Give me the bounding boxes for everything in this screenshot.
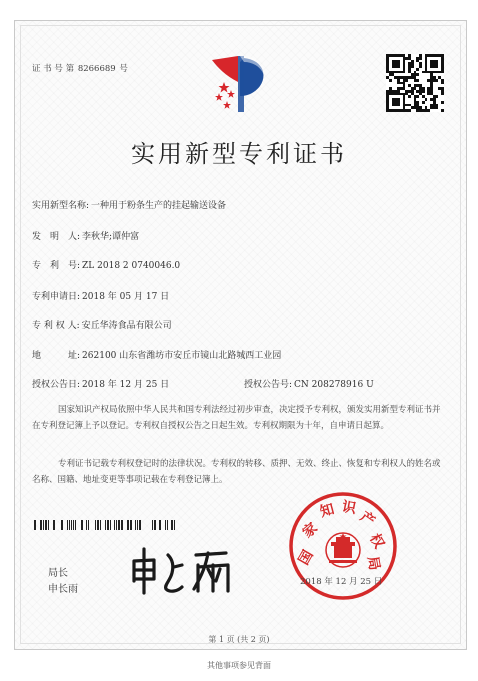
certificate-number-value: 8266689	[77, 64, 116, 74]
svg-text:国: 国	[295, 547, 317, 568]
grant-date-value: 2018 年 12 月 25 日	[82, 380, 170, 390]
svg-text:局: 局	[364, 555, 383, 572]
footer-note: 其他事项参见背面	[207, 661, 271, 670]
certificate-number	[32, 62, 129, 74]
signatory-title: 局长	[48, 568, 68, 579]
field-patent-number	[32, 258, 180, 271]
field-address	[32, 348, 281, 361]
field-application-date	[32, 289, 169, 302]
qr-code-icon	[386, 54, 444, 112]
grant-date	[32, 377, 169, 390]
field-value: 262100 山东省潍坊市安丘市镜山北路城西工业园	[82, 351, 282, 361]
field-label: 专利申请日:	[32, 292, 81, 302]
field-utility-model-name	[32, 198, 226, 211]
grant-number-value: CN 208278916 U	[294, 380, 374, 390]
svg-text:知: 知	[318, 501, 337, 521]
certificate-number-suffix: 号	[119, 64, 128, 74]
field-value: 一种用于粉条生产的挂起输送设备	[91, 201, 227, 211]
grant-date-label: 授权公告日:	[32, 380, 81, 390]
svg-text:识: 识	[340, 498, 358, 518]
svg-text:家: 家	[299, 520, 321, 542]
svg-text:权: 权	[366, 531, 388, 552]
field-label: 专 利 权 人:	[32, 321, 80, 331]
field-inventor	[32, 229, 139, 242]
barcode-icon	[32, 520, 175, 530]
field-value: 2018 年 05 月 17 日	[82, 292, 170, 302]
grant-number	[244, 377, 374, 390]
cnipa-logo-icon	[204, 52, 270, 116]
signatory-name: 申长雨	[48, 584, 78, 595]
certificate-paragraph-2: 专利证书记载专利权登记时的法律状况。专利权的转移、质押、无效、终止、恢复和专利权人的姓名或名称、国籍、地址变更等事项记载在专利登记簿上。	[32, 459, 441, 485]
seal-issue-date: 2018 年 12 月 25 日	[300, 577, 383, 587]
field-label: 地 址:	[32, 351, 81, 361]
field-label: 实用新型名称:	[32, 201, 90, 211]
handwritten-signature	[128, 545, 240, 597]
field-label: 发 明 人:	[32, 232, 81, 242]
certificate-paragraph-1: 国家知识产权局依照中华人民共和国专利法经过初步审查，决定授予专利权，颁发实用新型专利证书并在专利登记簿上予以登记。专利权自授权公告之日起生效。专利权期限为十年，自申请日起算。	[32, 405, 441, 431]
grant-number-label: 授权公告号:	[244, 380, 293, 390]
svg-text:产: 产	[356, 508, 378, 530]
field-value: 安丘华涛食品有限公司	[81, 321, 172, 331]
certificate-title: 实用新型专利证书	[131, 140, 347, 168]
field-patentee	[32, 318, 172, 331]
field-value: 李秋华;谭仲富	[82, 232, 140, 242]
page-number: 第 1 页 (共 2 页)	[208, 635, 270, 644]
field-label: 专 利 号:	[32, 261, 81, 271]
certificate-number-label: 证 书 号 第	[32, 64, 75, 74]
field-value: ZL 2018 2 0740046.0	[82, 261, 181, 271]
